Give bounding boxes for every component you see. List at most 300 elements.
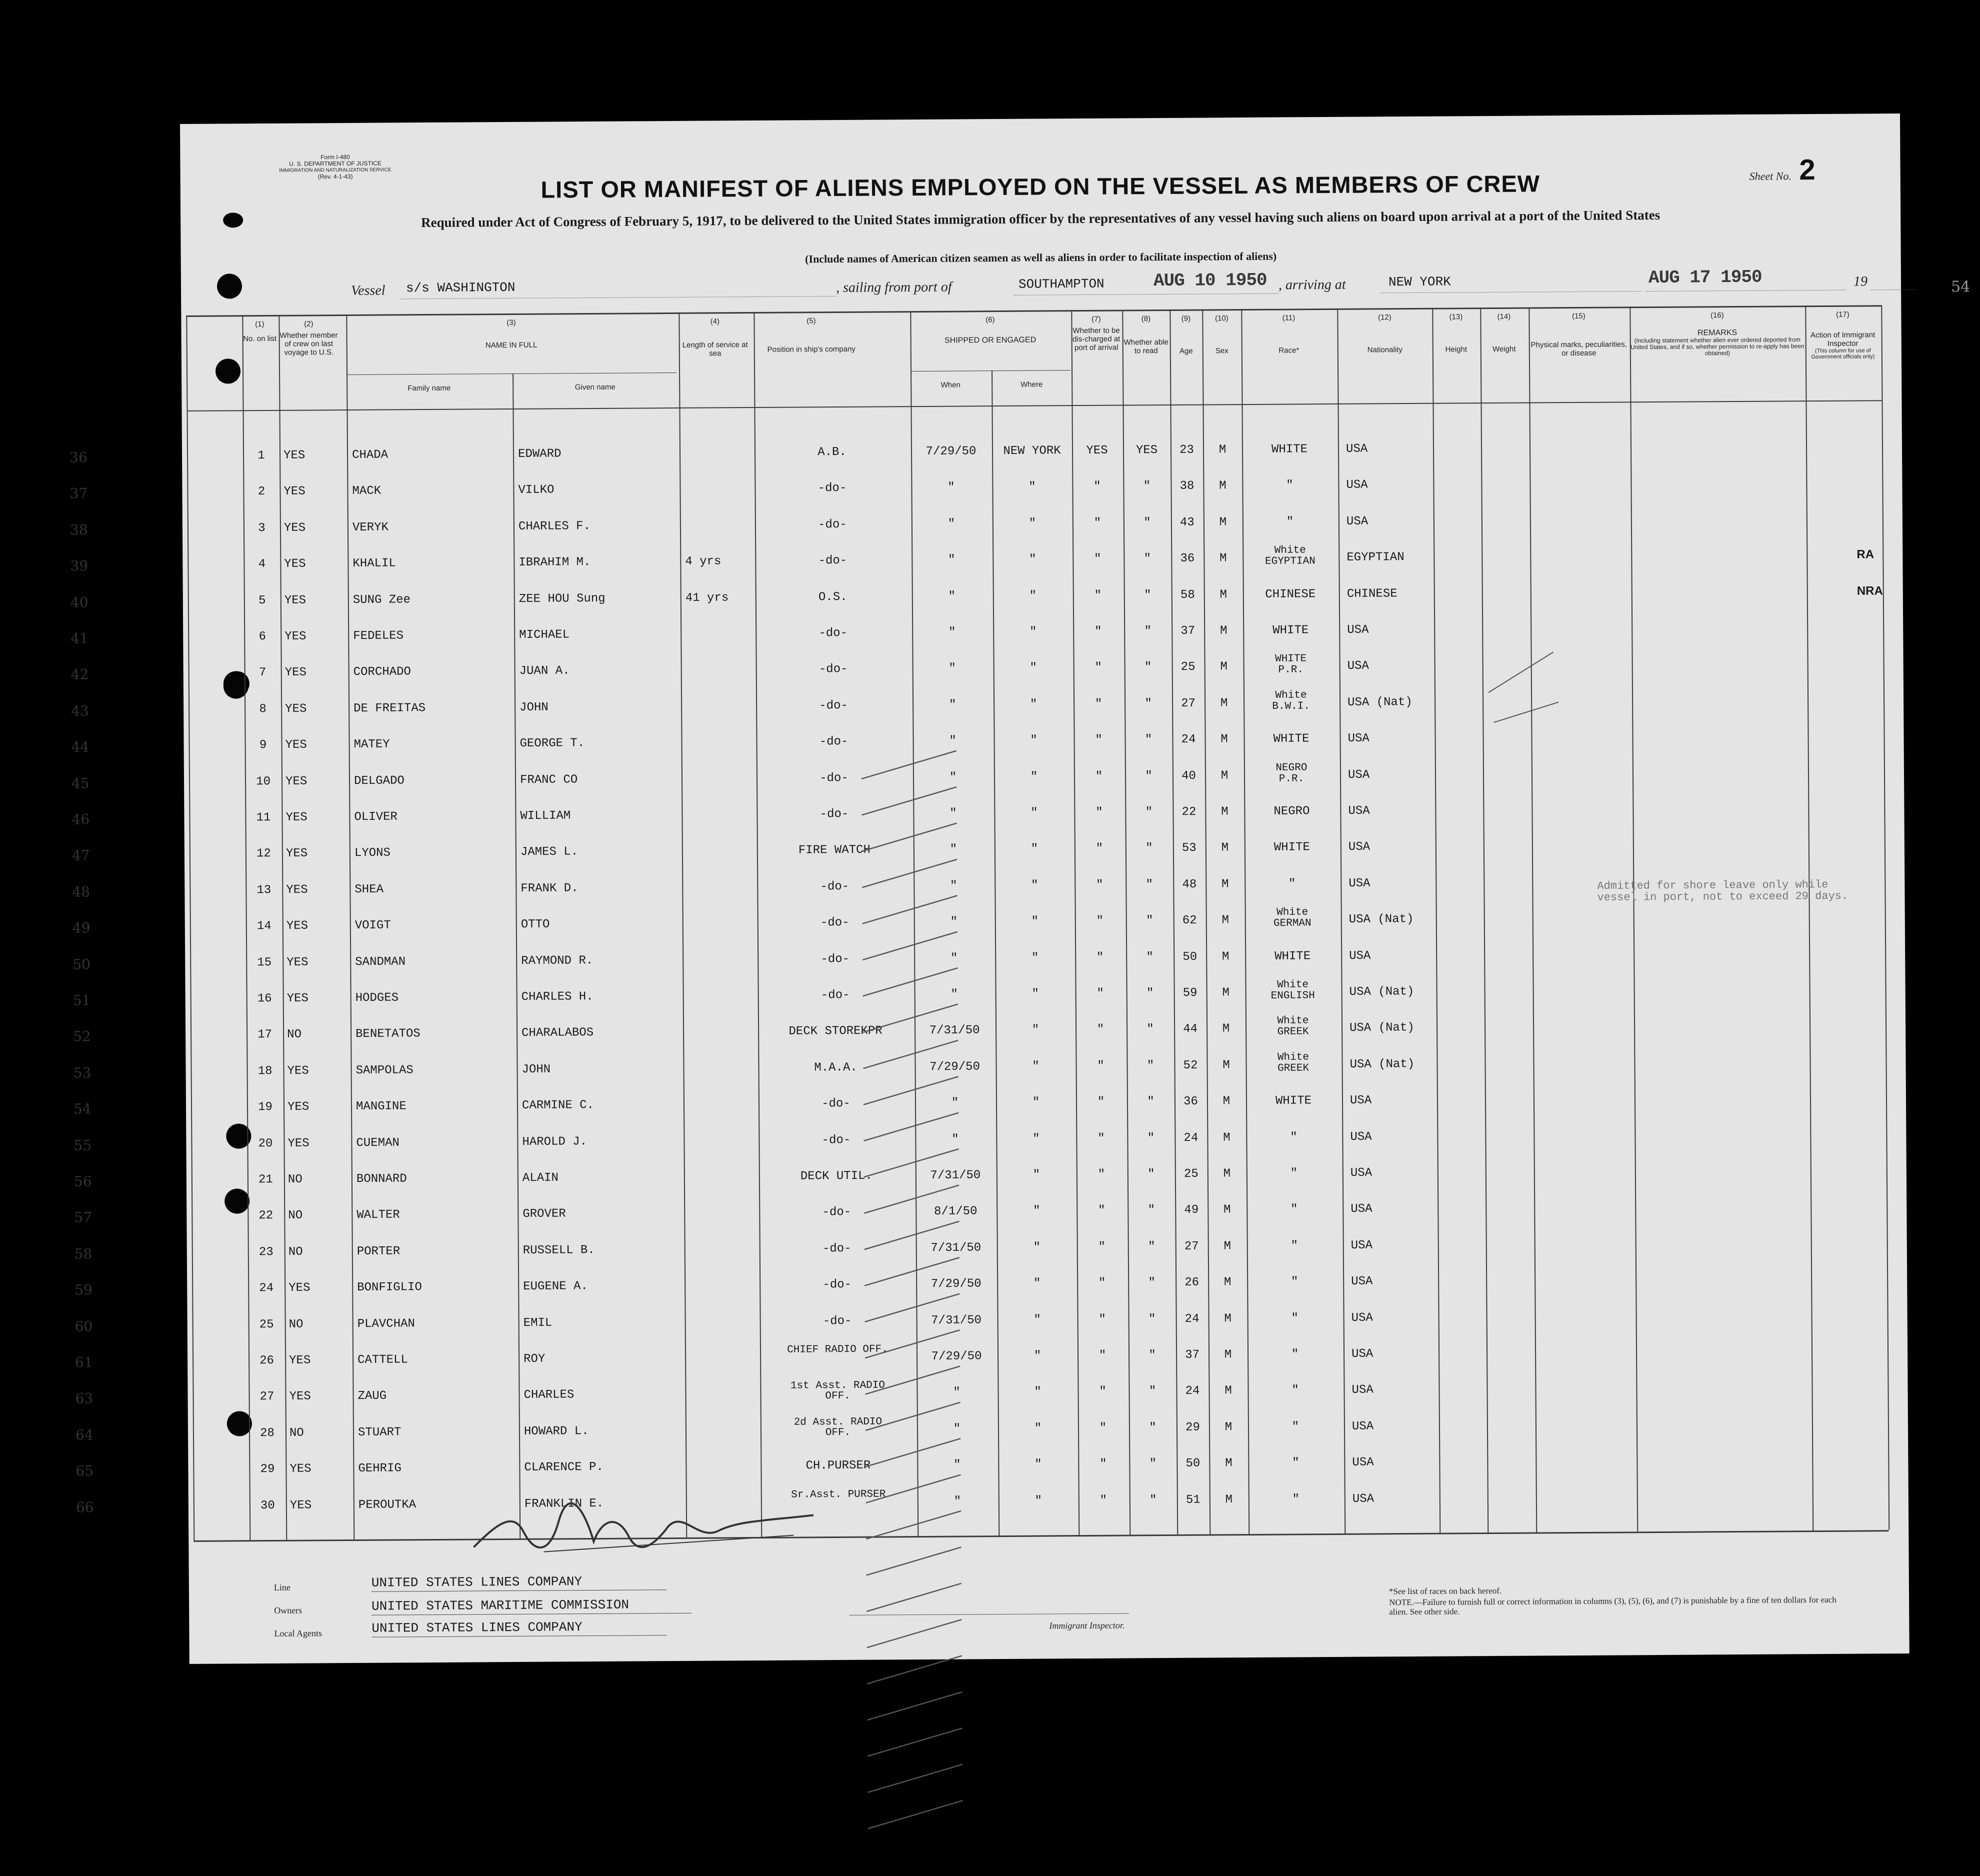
cell-nat: USA (Nat)	[1348, 695, 1412, 710]
shipped-subheader-rule	[910, 370, 1070, 372]
column-rule	[1805, 306, 1814, 1530]
margin-line-number: 38	[70, 522, 88, 538]
margin-line-number: 52	[73, 1028, 91, 1045]
column-rule	[1480, 308, 1488, 1532]
cell-service	[686, 773, 754, 774]
cell-where: "	[1032, 1060, 1040, 1074]
cell-age: 38	[1180, 479, 1194, 493]
cell-last: YES	[284, 484, 306, 498]
cell-no: 11	[256, 810, 271, 825]
cell-action	[1862, 1381, 1936, 1382]
cell-where: "	[1028, 516, 1036, 530]
pencil-tick	[868, 1764, 962, 1792]
cell-last: YES	[286, 810, 308, 824]
cell-age: 24	[1184, 1312, 1200, 1326]
cell-sex: M	[1222, 1094, 1230, 1108]
cell-sex: M	[1221, 841, 1229, 855]
cell-action	[1856, 512, 1932, 513]
cell-disch: "	[1098, 1204, 1106, 1218]
cell-family: SANDMAN	[355, 955, 406, 969]
cell-race-detail: GREEK	[1277, 1062, 1310, 1074]
pencil-tick	[865, 1366, 960, 1394]
cell-when: "	[950, 915, 958, 929]
cell-disch: "	[1096, 842, 1104, 856]
cell-race: "	[1290, 1275, 1298, 1289]
cell-given: CHARLES	[524, 1388, 574, 1402]
cell-nat: USA	[1349, 949, 1371, 963]
cell-action	[1858, 874, 1934, 875]
cell-where: "	[1030, 842, 1038, 856]
cell-family: WALTER	[356, 1208, 400, 1222]
cell-disch: "	[1095, 733, 1102, 747]
cell-nat: USA (Nat)	[1350, 1020, 1414, 1035]
cell-last: YES	[284, 630, 306, 644]
cell-when: "	[950, 952, 958, 966]
cell-last: YES	[284, 557, 306, 571]
cell-no: 26	[260, 1354, 274, 1368]
cell-last: YES	[289, 1390, 311, 1404]
cell-family: GEHRIG	[358, 1462, 402, 1476]
cell-age: 40	[1182, 769, 1196, 783]
vessel-underline	[401, 296, 836, 299]
pencil-tick	[866, 1402, 960, 1430]
cell-no: 2	[258, 484, 266, 499]
cell-nat: USA	[1350, 1130, 1372, 1144]
cell-no: 20	[258, 1136, 273, 1151]
col-8-header: (8) Whether able to read	[1124, 314, 1168, 356]
cell-action	[1861, 1272, 1936, 1273]
pencil-tick-marks	[859, 741, 966, 1872]
cell-no: 8	[259, 702, 266, 716]
cell-no: 17	[258, 1028, 272, 1042]
cell-read: "	[1144, 697, 1152, 711]
pencil-tick	[862, 860, 957, 888]
cell-where: "	[1032, 1023, 1040, 1037]
margin-line-number: 48	[72, 884, 90, 900]
cell-read: "	[1145, 770, 1152, 784]
cell-when: "	[954, 1494, 962, 1508]
line-label: Line	[274, 1582, 290, 1592]
cell-last: YES	[286, 956, 308, 970]
cell-when: "	[949, 770, 957, 784]
cell-age: 25	[1180, 660, 1196, 674]
cell-disch: "	[1094, 624, 1102, 638]
cell-when: "	[954, 1458, 961, 1472]
cell-age: 59	[1182, 986, 1198, 1000]
cell-family: SUNG Zee	[352, 593, 411, 607]
cell-age: 48	[1182, 878, 1197, 892]
cell-race: "	[1292, 1384, 1299, 1398]
penalty-note: NOTE.—Failure to furnish full or correct information in columns (3), (5), (6), and (7) is punishable by a fine of ten dollars for each alien. See other side.	[1389, 1594, 1836, 1617]
cell-nat: USA	[1346, 514, 1368, 528]
cell-read: "	[1144, 733, 1152, 747]
cell-sex: M	[1222, 1058, 1230, 1072]
cell-no: 24	[259, 1281, 274, 1296]
cell-service: 4 yrs	[685, 554, 722, 568]
margin-line-number: 43	[71, 702, 89, 720]
cell-given: JAMES L.	[520, 845, 578, 859]
cell-disch: "	[1100, 1494, 1108, 1508]
cell-disch: "	[1100, 1457, 1107, 1471]
cell-position: CHIEF RADIO OFF.	[787, 1344, 888, 1356]
cell-age: 27	[1181, 696, 1196, 710]
cell-race-detail: GERMAN	[1273, 918, 1312, 930]
cell-given: CHARLES F.	[518, 520, 591, 534]
cell-last: YES	[284, 666, 307, 680]
cell-read: "	[1149, 1421, 1156, 1435]
margin-line-number: 47	[72, 847, 90, 864]
cell-action: RA	[1856, 548, 1874, 562]
cell-sex: M	[1222, 914, 1230, 928]
cell-read: "	[1143, 480, 1151, 494]
cell-no: 3	[258, 521, 266, 536]
cell-race-detail: GREEK	[1277, 1026, 1309, 1038]
port-to: NEW YORK	[1388, 274, 1451, 290]
cell-where: "	[1028, 480, 1036, 494]
cell-disch: "	[1094, 697, 1102, 711]
pencil-tick	[864, 1185, 959, 1213]
cell-read: "	[1147, 1132, 1155, 1146]
pencil-tick	[864, 1222, 959, 1250]
cell-action	[1860, 1019, 1934, 1020]
pencil-tick	[864, 1294, 960, 1322]
cell-nat: USA	[1352, 1456, 1374, 1470]
cell-disch: "	[1098, 1312, 1106, 1326]
cell-race: "	[1292, 1492, 1300, 1506]
cell-no: 6	[258, 630, 266, 644]
cell-service	[686, 736, 754, 737]
cell-family: PORTER	[356, 1244, 400, 1258]
margin-line-number: 57	[74, 1209, 92, 1226]
vessel-label: Vessel	[350, 282, 386, 298]
cell-family: PLAVCHAN	[357, 1317, 415, 1331]
cell-given: CLARENCE P.	[524, 1460, 604, 1474]
cell-given: OTTO	[520, 918, 550, 932]
cell-when: "	[948, 626, 956, 640]
pencil-tick	[862, 968, 958, 996]
cell-read: "	[1145, 806, 1153, 820]
pencil-tick	[866, 1547, 961, 1575]
cell-action: NRA	[1856, 584, 1883, 598]
col-4-header: (4) Length of service at sea	[682, 317, 748, 358]
cell-where: "	[1034, 1494, 1042, 1508]
cell-service	[684, 483, 752, 484]
cell-read: "	[1148, 1168, 1155, 1182]
cell-where: "	[1034, 1458, 1042, 1472]
margin-line-number: 49	[72, 920, 90, 936]
cell-race-detail: P.R.	[1278, 773, 1304, 785]
cell-read: "	[1144, 624, 1152, 638]
col-2-header: (2) Whether member of crew on last voyage to U.S.	[280, 320, 338, 357]
cell-last: YES	[287, 1100, 310, 1114]
cell-age: 43	[1180, 516, 1194, 530]
cell-no: 27	[260, 1390, 274, 1404]
margin-line-number: 64	[75, 1426, 94, 1444]
punch-hole	[217, 274, 242, 298]
cell-when: "	[952, 1132, 959, 1146]
cell-disch: "	[1096, 950, 1104, 964]
cell-age: 44	[1183, 1022, 1198, 1036]
cell-when: "	[950, 842, 958, 856]
inspector-label: Immigrant Inspector.	[1049, 1620, 1125, 1631]
cell-position: 2d Asst. RADIO OFF.	[794, 1416, 882, 1439]
cell-disch: "	[1094, 516, 1102, 530]
cell-age: 58	[1180, 588, 1195, 602]
cell-service	[690, 1424, 758, 1425]
cell-disch: "	[1099, 1421, 1107, 1435]
cell-where: "	[1030, 734, 1038, 748]
cell-service	[684, 447, 752, 448]
cell-age: 23	[1180, 443, 1194, 457]
header-bottom-rule	[187, 400, 1882, 412]
cell-age: 24	[1184, 1131, 1198, 1145]
owners-label: Owners	[274, 1605, 302, 1616]
cell-last: NO	[287, 1028, 302, 1042]
cell-nat: USA	[1346, 478, 1368, 492]
cell-given: WILLIAM	[520, 809, 571, 823]
pencil-tick	[867, 1692, 962, 1720]
cell-given: JOHN	[522, 1062, 551, 1076]
cell-sex: M	[1224, 1420, 1232, 1434]
pencil-tick	[868, 1800, 963, 1828]
margin-line-number: 41	[70, 630, 89, 647]
pencil-tick	[862, 896, 957, 924]
cell-last: YES	[284, 594, 306, 608]
cell-disch: "	[1098, 1276, 1106, 1290]
cell-read: "	[1144, 588, 1152, 602]
cell-disch: "	[1094, 552, 1102, 566]
cell-service	[689, 1207, 756, 1208]
cell-last: NO	[288, 1318, 304, 1332]
cell-position: M.A.A.	[814, 1060, 858, 1075]
cell-family: BONNARD	[356, 1172, 407, 1186]
punch-hole	[223, 212, 243, 228]
margin-line-number: 66	[76, 1499, 94, 1516]
col-16-header: (16) REMARKS (Including statement whether alien ever ordered deported from United States, and if so, whether permission to re-apply has been obtained)	[1630, 311, 1804, 357]
cell-sex: M	[1219, 479, 1226, 493]
cell-race-detail: ENGLISH	[1270, 990, 1315, 1002]
cell-read: "	[1146, 842, 1153, 856]
form-department: U. S. DEPARTMENT OF JUSTICE	[289, 160, 382, 168]
cell-age: 25	[1184, 1167, 1198, 1181]
cell-last: YES	[290, 1462, 312, 1476]
cell-where: "	[1034, 1313, 1041, 1327]
cell-nat: USA	[1348, 732, 1370, 746]
cell-family: STUART	[358, 1426, 402, 1440]
cell-sex: M	[1224, 1276, 1232, 1290]
cell-race: "	[1292, 1420, 1300, 1434]
family-name-header: Family name	[408, 384, 451, 393]
cell-family: SAMPOLAS	[356, 1064, 414, 1078]
col-5-header: (5) Position in ship's company	[767, 316, 856, 354]
cell-position: -do-	[818, 481, 847, 496]
manifest-sheet	[69, 114, 1970, 1664]
cell-given: HAROLD J.	[522, 1135, 588, 1149]
cell-where: "	[1034, 1349, 1042, 1363]
cell-no: 16	[257, 992, 272, 1006]
cell-position: -do-	[822, 1314, 852, 1328]
cell-race: "	[1291, 1312, 1298, 1326]
cell-when: 7/29/50	[926, 444, 976, 458]
cell-given: ZEE HOU Sung	[518, 592, 606, 606]
cell-age: 36	[1183, 1094, 1198, 1108]
cell-age: 51	[1186, 1493, 1200, 1507]
cell-family: FEDELES	[353, 629, 404, 643]
cell-sex: M	[1220, 696, 1228, 710]
cell-where: NEW YORK	[1003, 444, 1061, 458]
cell-position: -do-	[820, 988, 850, 1002]
cell-disch: "	[1094, 660, 1102, 674]
cell-last: YES	[286, 919, 308, 933]
cell-given: VILKO	[518, 483, 554, 497]
port-underline	[1014, 294, 1278, 296]
cell-race: "	[1290, 1166, 1298, 1180]
cell-given: ALAIN	[522, 1171, 558, 1185]
cell-last: YES	[285, 774, 308, 788]
cell-family: CUEMAN	[356, 1136, 400, 1150]
cell-disch: "	[1098, 1168, 1106, 1182]
cell-action	[1860, 983, 1934, 984]
cell-nat: USA	[1351, 1311, 1373, 1325]
col-9-header: (9) Age	[1179, 314, 1193, 356]
cell-nat: USA	[1347, 659, 1369, 673]
requirement-text: Required under Act of Congress of February 5, 1917, to be delivered to the United States immigration officer by the representatives of any vessel having such aliens on board upon arrival at a port of the United States	[421, 207, 1660, 230]
cell-given: GROVER	[522, 1207, 566, 1221]
margin-line-number: 51	[72, 992, 91, 1009]
cell-given: EMIL	[523, 1316, 552, 1330]
cell-age: 62	[1182, 914, 1197, 928]
cell-no: 18	[258, 1064, 272, 1078]
cell-no: 21	[258, 1172, 273, 1187]
cell-action	[1861, 1236, 1936, 1237]
cell-disch: "	[1097, 1095, 1105, 1109]
cell-sex: M	[1222, 878, 1229, 892]
cell-disch: "	[1097, 1059, 1104, 1073]
cell-position: -do-	[820, 880, 850, 894]
cell-given: FRANC CO	[520, 773, 578, 787]
cell-race: WHITE	[1272, 624, 1309, 638]
cell-race: White	[1277, 1052, 1310, 1064]
cell-read: "	[1144, 516, 1151, 530]
cell-position: -do-	[818, 554, 848, 568]
form-number: Form I-480	[320, 153, 350, 161]
cell-service	[687, 845, 754, 846]
cell-disch: "	[1098, 1132, 1105, 1146]
cell-disch: "	[1096, 914, 1104, 928]
cell-nat: USA (Nat)	[1349, 984, 1414, 999]
given-name-header: Given name	[574, 382, 616, 392]
col-17-header: (17) Action of Immigrant Inspector (This column for use of Government officials only)	[1810, 310, 1876, 360]
cell-family: BENETATOS	[356, 1027, 420, 1041]
cell-race: WHITE	[1273, 732, 1310, 746]
cell-where: "	[1029, 589, 1037, 603]
cell-age: 24	[1181, 732, 1196, 746]
cell-position: FIRE WATCH	[798, 843, 870, 858]
column-rule	[1881, 305, 1890, 1530]
cell-action	[1858, 657, 1932, 658]
cell-race: White	[1276, 979, 1309, 991]
cell-no: 5	[258, 594, 266, 608]
cell-race: White	[1275, 690, 1307, 702]
cell-when: "	[953, 1386, 960, 1400]
cell-age: 49	[1184, 1203, 1199, 1217]
margin-line-number: 46	[72, 811, 90, 828]
cell-last: YES	[290, 1498, 312, 1512]
cell-race: WHITE	[1274, 653, 1307, 665]
cell-sex: M	[1220, 624, 1228, 638]
cell-when: "	[948, 698, 956, 712]
cell-service	[686, 809, 754, 810]
cell-nat: USA (Nat)	[1350, 1057, 1415, 1072]
arrival-underline	[1381, 291, 1641, 293]
cell-nat: USA	[1348, 876, 1370, 890]
cell-nat: USA	[1350, 1166, 1372, 1180]
cell-nat: USA	[1347, 623, 1369, 637]
cell-read: "	[1144, 552, 1152, 566]
cell-sex: M	[1224, 1240, 1232, 1254]
cell-nat: USA	[1350, 1238, 1373, 1252]
cell-disch: YES	[1086, 444, 1108, 458]
cell-sex: M	[1224, 1203, 1231, 1217]
cell-position: -do-	[818, 518, 847, 532]
cell-no: 9	[259, 738, 267, 752]
margin-line-number: 59	[74, 1282, 92, 1298]
name-subheader-rule	[346, 372, 676, 375]
margin-line-number: 60	[74, 1318, 93, 1335]
cell-when: "	[951, 1096, 959, 1110]
cell-position: -do-	[820, 771, 848, 786]
cell-when: "	[950, 988, 958, 1002]
cell-when: 7/31/50	[930, 1241, 982, 1255]
cell-given: EUGENE A.	[523, 1280, 588, 1294]
cell-nat: USA	[1348, 804, 1370, 818]
pencil-tick	[866, 1584, 962, 1612]
cell-race: "	[1288, 877, 1296, 891]
page-stamp: 54	[1950, 278, 1970, 296]
cell-read: "	[1148, 1276, 1156, 1290]
cell-service	[688, 1135, 756, 1136]
cell-race: "	[1290, 1239, 1298, 1253]
cell-disch: "	[1096, 986, 1104, 1000]
cell-service	[689, 1171, 756, 1172]
cell-nat: USA (Nat)	[1348, 912, 1414, 926]
cell-race-detail: P.R.	[1278, 664, 1304, 676]
cell-age: 24	[1185, 1384, 1200, 1398]
cell-family: VOIGT	[354, 918, 391, 932]
cell-family: PEROUTKA	[358, 1498, 416, 1512]
sailing-label: , sailing from port of	[836, 279, 952, 296]
cell-given: CARMINE C.	[522, 1098, 594, 1112]
cell-race: "	[1290, 1130, 1298, 1144]
cell-no: 14	[256, 919, 272, 934]
cell-when: "	[948, 517, 956, 531]
margin-line-number: 44	[71, 738, 90, 756]
cell-no: 22	[258, 1208, 274, 1223]
cell-last: YES	[286, 883, 308, 897]
agents-value: UNITED STATES LINES COMPANY	[372, 1619, 666, 1638]
cell-last: YES	[285, 738, 307, 752]
cell-sex: M	[1223, 1131, 1230, 1145]
pencil-tick	[865, 1330, 960, 1358]
cell-position: -do-	[822, 1242, 852, 1256]
cell-disch: "	[1099, 1384, 1106, 1398]
cell-sex: M	[1218, 443, 1226, 457]
cell-action	[1862, 1309, 1936, 1310]
col-13-header: (13) Height	[1445, 312, 1468, 354]
cell-when: 7/29/50	[930, 1277, 982, 1291]
cell-position: -do-	[820, 952, 850, 966]
cell-given: MICHAEL	[519, 628, 570, 642]
